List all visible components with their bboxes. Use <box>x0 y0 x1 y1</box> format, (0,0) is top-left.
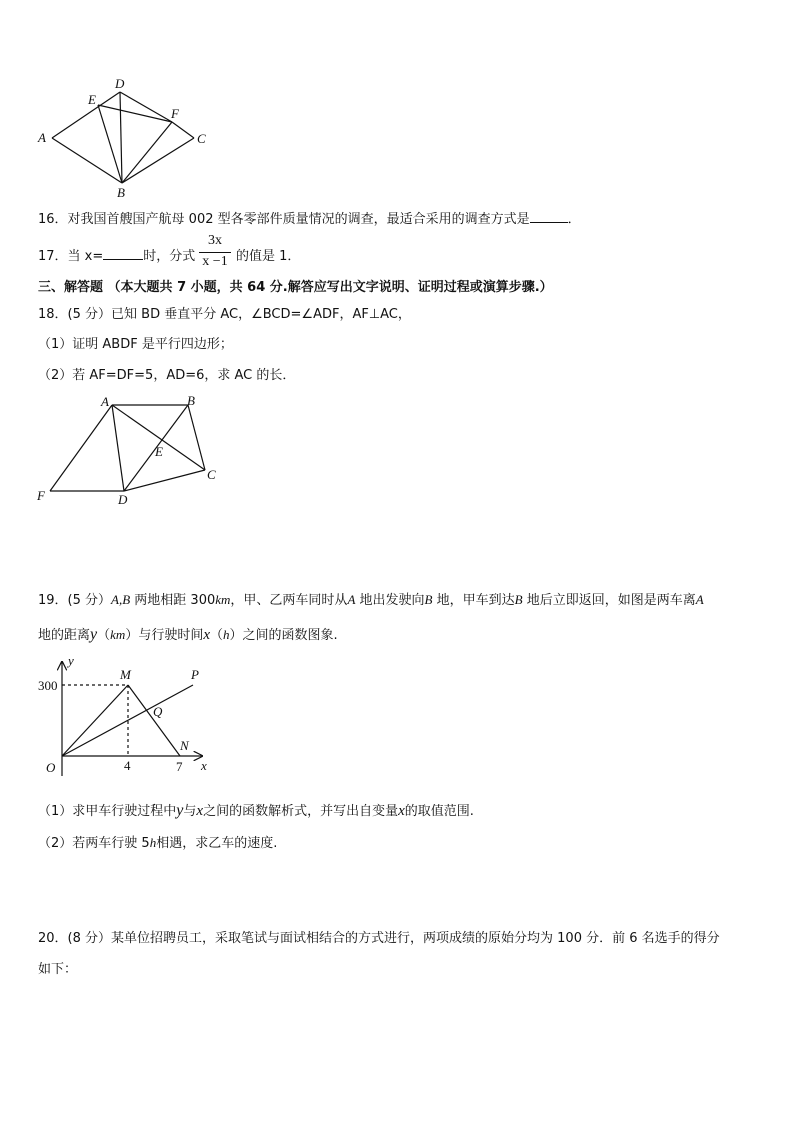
label-C: C <box>197 131 206 146</box>
label-E: E <box>88 92 96 107</box>
section-3-title: 三、解答题 <box>38 280 104 295</box>
q19-a: A <box>347 592 356 607</box>
q19-p1-y: y <box>176 802 184 819</box>
label-E: E <box>155 444 163 459</box>
q19-l2-t1: 地的距离 <box>38 628 91 643</box>
question-19-part1 <box>38 800 474 820</box>
label-A: A <box>101 394 109 409</box>
q19-p2-a: （2）若两车行驶 5 <box>38 836 150 851</box>
question-19-part2 <box>38 832 277 851</box>
question-18-part1: （1）证明 ABDF 是平行四边形； <box>38 337 233 352</box>
q19-km: km <box>215 592 231 607</box>
label-A: A <box>38 130 46 145</box>
q17-prefix: 17．当 x= <box>38 249 104 264</box>
q19-t3: 地出发驶向 <box>355 593 425 608</box>
section-3-desc: （本大题共 7 小题，共 64 分.解答应写出文字说明、证明过程或演算步骤.） <box>107 280 553 295</box>
q19-p2-h: h <box>149 835 157 850</box>
q19-t5: 地后立即返回，如图是两车离 <box>522 593 696 608</box>
q19-num: 19．(5 分） <box>38 593 112 608</box>
q19-l2-km: km <box>110 627 126 642</box>
q19-p1-x2: x <box>398 803 405 819</box>
q19-p1-c: 之间的函数解析式，并写出自变量 <box>203 804 399 819</box>
graph-Q: Q <box>153 704 163 719</box>
q17-denominator: x −1 <box>202 254 228 269</box>
graph-x-tick-4: 4 <box>124 758 131 773</box>
graph-P: P <box>191 667 199 682</box>
q19-p1-d: 的取值范围. <box>404 804 474 819</box>
q19-l2-t2: （ <box>97 628 111 643</box>
label-B: B <box>117 185 125 200</box>
q19-a2: A <box>695 592 704 607</box>
q19-h: h <box>223 627 230 642</box>
q19-b2: B <box>514 592 523 607</box>
q17-middle: 时，分式 <box>143 249 196 264</box>
graph-y-tick-300: 300 <box>38 678 58 693</box>
label-F: F <box>171 106 179 121</box>
graph-x-tick-7: 7 <box>176 759 183 774</box>
question-18-stem: 18．(5 分）已知 BD 垂直平分 AC，∠BCD=∠ADF，AF⊥AC， <box>38 307 411 322</box>
graph-origin: O <box>46 760 56 775</box>
q19-l2-t5: ）之间的函数图象. <box>229 628 338 643</box>
q19-b: B <box>424 592 433 607</box>
label-F: F <box>37 488 45 503</box>
q19-p2-b: 相遇，求乙车的速度. <box>156 836 278 851</box>
q19-p1-a: （1）求甲车行驶过程中 <box>38 804 177 819</box>
q19-l2-t4: （ <box>210 628 224 643</box>
question-18-part2: （2）若 AF=DF=5，AD=6，求 AC 的长． <box>38 368 296 383</box>
q17-suffix: 的值是 1． <box>236 249 301 264</box>
question-20-line1: 20．(8 分）某单位招聘员工，采取笔试与面试相结合的方式进行，两项成绩的原始分均为 100 分．前 6 名选手的得分 <box>38 931 720 946</box>
q16-suffix: ． <box>567 212 581 227</box>
q19-t4: 地，甲车到达 <box>432 593 515 608</box>
q19-t1: 两地相距 300 <box>130 593 216 608</box>
q19-p1-b: 与 <box>183 804 197 819</box>
graph-y-label: y <box>68 653 74 668</box>
graph-N: N <box>180 738 189 753</box>
label-B: B <box>187 393 195 408</box>
label-C: C <box>207 467 216 482</box>
q19-t2: ，甲、乙两车同时从 <box>230 593 348 608</box>
q17-numerator: 3x <box>208 233 222 248</box>
graph-M: M <box>120 667 131 682</box>
q19-y: y <box>90 626 98 643</box>
line-OM <box>62 685 128 756</box>
q19-ab: A,B <box>111 592 131 607</box>
q19-p1-x: x <box>196 803 204 819</box>
q19-l2-t3: ）与行驶时间 <box>125 628 204 643</box>
q19-x: x <box>203 627 210 643</box>
q16-text: 16．对我国首艘国产航母 002 型各零部件质量情况的调查，最适合采用的调查方式是 <box>38 212 530 227</box>
graph-x-label: x <box>201 758 207 773</box>
label-D: D <box>118 492 128 507</box>
label-D: D <box>115 76 125 91</box>
question-20-line2: 如下： <box>38 962 78 977</box>
